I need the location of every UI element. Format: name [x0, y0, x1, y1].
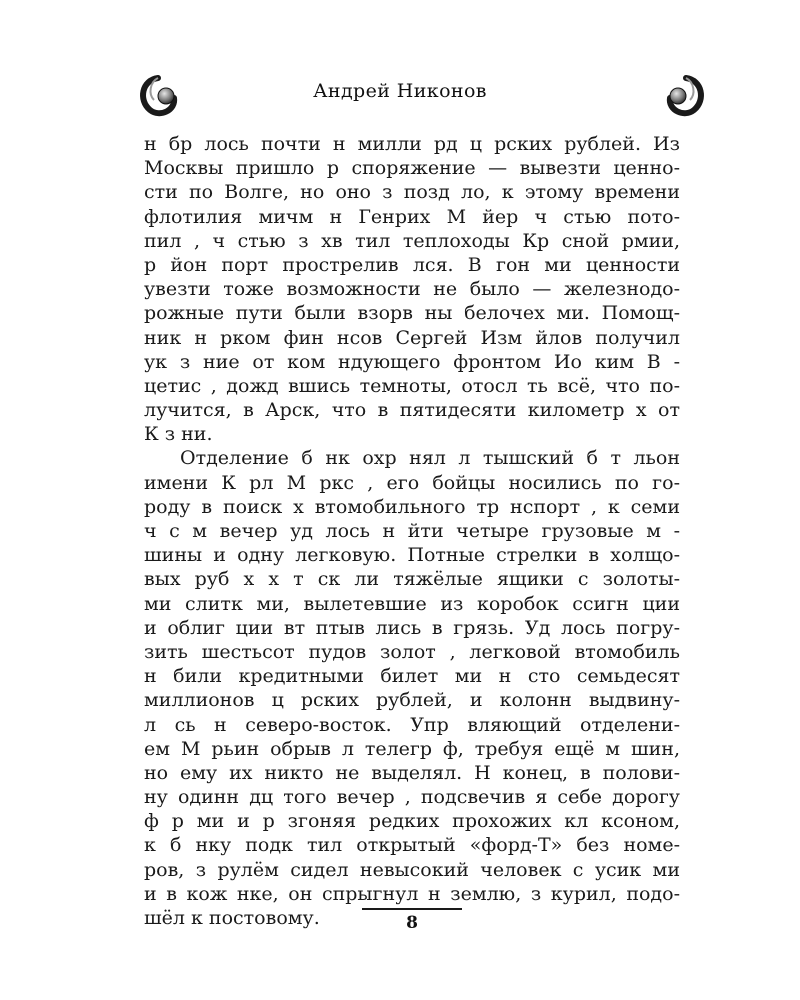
text-line: н бр лось почти н милли рд ц рских рублей. Из — [144, 133, 680, 155]
text-line: сти по Волге, но оно з позд ло, к этому времени — [144, 181, 680, 204]
text-line: и облиг ции вт птыв лись в грязь. Уд лось погру- — [144, 616, 680, 639]
text-line: пил , ч стью з хв тил теплоходы Кр сной рмии, — [144, 229, 680, 252]
text-line: ч с м вечер уд лось н йти четыре грузовые м - — [144, 520, 680, 542]
text-line: к б нку подк тил открытый «форд-Т» без номе- — [144, 834, 680, 857]
text-line: шёл к постовому. — [144, 907, 320, 929]
text-line: вых руб х х т ск ли тяжёлые ящики с золоты- — [144, 568, 680, 591]
text-line: цетис , дожд вшись темноты, отосл ть всё, что по- — [144, 374, 680, 397]
running-header — [0, 70, 800, 118]
text-line: ук з ние от ком ндующего фронтом Ио ким В - — [144, 350, 680, 373]
text-line: н били кредитными билет ми н сто семьдесят — [144, 665, 680, 688]
text-line: имени К рл М ркс , его бойцы носились по го- — [144, 471, 680, 494]
page-number: 8 — [406, 913, 418, 933]
text-line: ров, з рулём сидел невысокий человек с усик ми — [144, 858, 680, 881]
text-line: и в кож нке, он спрыгнул н землю, з курил, подо- — [144, 882, 680, 905]
right-swirl-ornament-icon — [578, 70, 708, 118]
running-title: Андрей Никонов — [313, 80, 487, 102]
footer-rule — [362, 908, 462, 910]
text-line: р йон порт прострелив лся. В гон ми ценности — [144, 253, 680, 276]
text-line: л сь н северо-восток. Упр вляющий отделени- — [144, 713, 680, 736]
text-line: роду в поиск х втомобильного тр нспорт , к семи — [144, 495, 680, 518]
text-line: ник н рком фин нсов Сергей Изм йлов получил — [144, 326, 680, 349]
text-line: но ему их никто не выделял. Н конец, в полови- — [144, 761, 680, 784]
text-line: увезти тоже возможности не было — железнодо- — [144, 278, 680, 301]
text-line: миллионов ц рских рублей, и колонн выдвину- — [144, 689, 680, 712]
body-text — [144, 132, 680, 930]
text-line: флотилия мичм н Генрих М йер ч стью пото- — [144, 205, 680, 228]
text-line: ф р ми и р згоняя редких прохожих кл ксоном, — [144, 810, 680, 833]
text-line: ну одинн дц того вечер , подсвечив я себе дорогу — [144, 786, 680, 809]
text-line: Москвы пришло р споряжение — вывезти ценно- — [144, 157, 680, 180]
text-line: зить шестьсот пудов золот , легковой втомобиль — [144, 640, 680, 663]
text-line: ем М рьин обрыв л телегр ф, требуя ещё м шин, — [144, 737, 680, 760]
text-line: рожные пути были взорв ны белочех ми. Помощ- — [144, 302, 680, 325]
text-line: шины и одну легковую. Потные стрелки в холщо- — [144, 544, 680, 567]
text-line: Отделение б нк охр нял л тышский б т льон — [180, 447, 680, 470]
text-line: ми слитк ми, вылетевшие из коробок ссигн ции — [144, 592, 680, 615]
text-line: К з ни. — [144, 423, 213, 446]
text-line: лучится, в Арск, что в пятидесяти километр х от — [144, 399, 680, 422]
